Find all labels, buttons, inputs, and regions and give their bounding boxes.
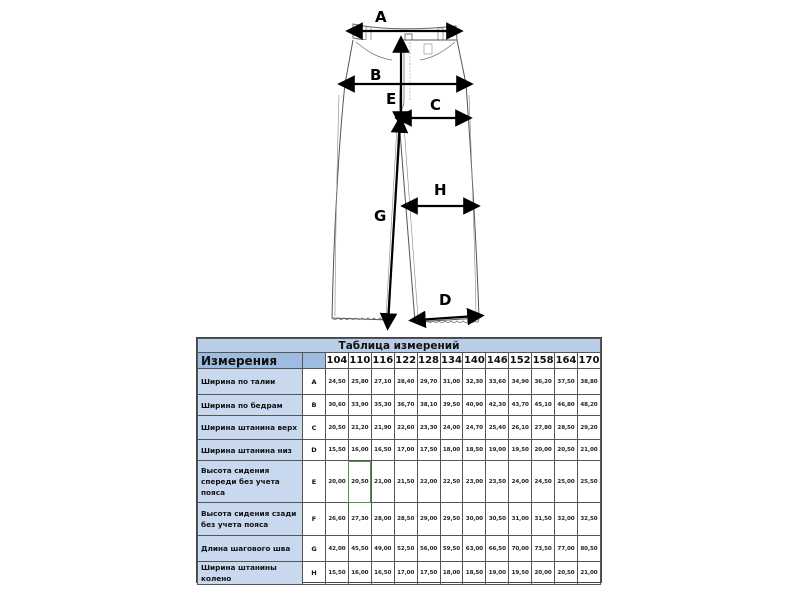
measurement-value: 23,30 — [417, 416, 440, 440]
measurement-value: 29,50 — [440, 503, 463, 536]
belt-loop — [366, 27, 371, 42]
measurement-value: 73,50 — [532, 536, 555, 562]
table-row — [198, 416, 601, 440]
measurement-value: 33,90 — [348, 395, 371, 416]
measurement-value: 28,50 — [394, 503, 417, 536]
measurement-value: 15,50 — [326, 440, 349, 461]
measurement-value: 16,50 — [371, 562, 394, 585]
measurement-value: 21,90 — [371, 416, 394, 440]
measurement-value: 28,00 — [371, 503, 394, 536]
measurement-value: 30,60 — [326, 395, 349, 416]
measurement-value: 17,50 — [417, 440, 440, 461]
measurement-value: 42,00 — [326, 536, 349, 562]
measurement-value: 18,00 — [440, 562, 463, 585]
table-row — [198, 536, 601, 562]
measurement-value: 31,50 — [532, 503, 555, 536]
measurement-value: 25,50 — [577, 461, 600, 503]
measurement-value: 33,60 — [486, 369, 509, 395]
size-header: 164 — [555, 353, 578, 369]
measurement-value: 19,50 — [509, 562, 532, 585]
measurement-value: 59,50 — [440, 536, 463, 562]
label-h: H — [434, 181, 447, 199]
measurement-code: D — [303, 440, 326, 461]
measurement-value: 17,00 — [394, 440, 417, 461]
measurement-value: 29,20 — [577, 416, 600, 440]
measurement-value: 43,70 — [509, 395, 532, 416]
measurement-value: 26,10 — [509, 416, 532, 440]
measurement-value: 24,00 — [509, 461, 532, 503]
measurement-value: 28,40 — [394, 369, 417, 395]
measurement-value: 21,50 — [394, 461, 417, 503]
measurement-value: 36,20 — [532, 369, 555, 395]
measurement-value: 63,00 — [463, 536, 486, 562]
measurement-value: 29,70 — [417, 369, 440, 395]
header-label: Измерения — [198, 353, 303, 369]
measurement-value: 35,30 — [371, 395, 394, 416]
size-header: 170 — [577, 353, 600, 369]
measurement-value: 20,50 — [555, 440, 578, 461]
measurement-value: 27,10 — [371, 369, 394, 395]
measurement-value: 52,50 — [394, 536, 417, 562]
measurement-value: 19,00 — [486, 440, 509, 461]
measurement-value: 20,00 — [326, 461, 349, 503]
measurement-value: 38,80 — [577, 369, 600, 395]
measurement-value: 30,50 — [486, 503, 509, 536]
measurement-value: 25,00 — [555, 461, 578, 503]
measurement-value: 20,00 — [532, 440, 555, 461]
measurement-value: 27,80 — [532, 416, 555, 440]
measurement-value: 20,50 — [326, 416, 349, 440]
measurement-value: 39,50 — [440, 395, 463, 416]
measurement-value: 24,50 — [532, 461, 555, 503]
measurement-value: 18,00 — [440, 440, 463, 461]
measurement-value: 18,50 — [463, 440, 486, 461]
measurement-value: 30,00 — [463, 503, 486, 536]
size-header: 140 — [463, 353, 486, 369]
measurement-table-grid — [197, 338, 601, 585]
measurement-value: 42,30 — [486, 395, 509, 416]
measurement-value: 22,00 — [417, 461, 440, 503]
measurement-name: Ширина штанина низ — [198, 440, 303, 461]
measurement-value: 23,00 — [463, 461, 486, 503]
measurement-code: G — [303, 536, 326, 562]
measurement-value: 20,50 — [348, 461, 371, 503]
measurement-value: 25,40 — [486, 416, 509, 440]
measurement-name: Длина шагового шва — [198, 536, 303, 562]
measurement-value: 23,50 — [486, 461, 509, 503]
measurement-code: C — [303, 416, 326, 440]
measurement-value: 20,50 — [555, 562, 578, 585]
measurement-value: 16,00 — [348, 440, 371, 461]
measurement-value: 40,90 — [463, 395, 486, 416]
measurement-value: 32,30 — [463, 369, 486, 395]
measurement-value: 22,50 — [440, 461, 463, 503]
measurement-value: 21,00 — [577, 562, 600, 585]
size-header: 104 — [326, 353, 349, 369]
table-row — [198, 440, 601, 461]
measurement-name: Ширина штанина верх — [198, 416, 303, 440]
measurement-value: 26,60 — [326, 503, 349, 536]
measurement-value: 32,50 — [577, 503, 600, 536]
label-c: C — [430, 96, 442, 114]
measurement-value: 70,00 — [509, 536, 532, 562]
measurement-value: 20,00 — [532, 562, 555, 585]
measurement-value: 31,00 — [440, 369, 463, 395]
measurement-value: 21,00 — [577, 440, 600, 461]
measurement-value: 46,80 — [555, 395, 578, 416]
table-row — [198, 369, 601, 395]
measurement-value: 17,00 — [394, 562, 417, 585]
table-title: Таблица измерений — [198, 339, 601, 353]
measurement-value: 17,50 — [417, 562, 440, 585]
size-header: 152 — [509, 353, 532, 369]
measurement-code: A — [303, 369, 326, 395]
measurement-value: 45,50 — [348, 536, 371, 562]
measurement-value: 49,00 — [371, 536, 394, 562]
table-row — [198, 461, 601, 503]
measurement-code: F — [303, 503, 326, 536]
measurement-value: 77,00 — [555, 536, 578, 562]
measurement-value: 48,20 — [577, 395, 600, 416]
label-b: B — [370, 66, 382, 84]
measurement-value: 66,50 — [486, 536, 509, 562]
size-header: 146 — [486, 353, 509, 369]
measurement-name: Ширина штанины колено — [198, 562, 303, 585]
measurement-value: 38,10 — [417, 395, 440, 416]
measurement-name: Ширина по бедрам — [198, 395, 303, 416]
measurement-name: Высота сидения сзади без учета пояса — [198, 503, 303, 536]
label-e: E — [386, 90, 397, 108]
table-row — [198, 395, 601, 416]
table-title-row — [198, 339, 601, 353]
measurement-value: 28,50 — [555, 416, 578, 440]
measurement-code: E — [303, 461, 326, 503]
label-a: A — [375, 8, 387, 26]
measurement-value: 34,90 — [509, 369, 532, 395]
measurement-value: 27,30 — [348, 503, 371, 536]
measurement-value: 31,00 — [509, 503, 532, 536]
measurement-value: 16,00 — [348, 562, 371, 585]
measurement-value: 24,70 — [463, 416, 486, 440]
size-header: 116 — [371, 353, 394, 369]
measurement-value: 15,50 — [326, 562, 349, 585]
button — [405, 34, 412, 40]
measurement-value: 25,80 — [348, 369, 371, 395]
measurement-value: 56,00 — [417, 536, 440, 562]
measurement-code: H — [303, 562, 326, 585]
measurement-value: 45,10 — [532, 395, 555, 416]
measurement-value: 19,00 — [486, 562, 509, 585]
measurement-value: 32,00 — [555, 503, 578, 536]
measurement-value: 22,60 — [394, 416, 417, 440]
measurement-value: 21,00 — [371, 461, 394, 503]
table-header-row — [198, 353, 601, 369]
header-code-blank — [303, 353, 326, 369]
measurement-code: B — [303, 395, 326, 416]
measurement-value: 80,50 — [577, 536, 600, 562]
measurement-name: Высота сидения спереди без учета пояса — [198, 461, 303, 503]
measurement-value: 16,50 — [371, 440, 394, 461]
label-d: D — [439, 291, 452, 309]
measurement-table — [196, 337, 602, 583]
measurement-value: 36,70 — [394, 395, 417, 416]
table-row — [198, 503, 601, 536]
measurement-value: 37,50 — [555, 369, 578, 395]
measurement-value: 21,20 — [348, 416, 371, 440]
measurement-value: 18,50 — [463, 562, 486, 585]
table-row — [198, 562, 601, 585]
measurement-value: 24,00 — [440, 416, 463, 440]
size-header: 134 — [440, 353, 463, 369]
size-header: 110 — [348, 353, 371, 369]
measurement-name: Ширина по талии — [198, 369, 303, 395]
label-g: G — [374, 207, 387, 225]
measurement-value: 29,00 — [417, 503, 440, 536]
measurement-value: 24,50 — [326, 369, 349, 395]
size-header: 128 — [417, 353, 440, 369]
size-header: 158 — [532, 353, 555, 369]
measurement-value: 19,50 — [509, 440, 532, 461]
size-header: 122 — [394, 353, 417, 369]
